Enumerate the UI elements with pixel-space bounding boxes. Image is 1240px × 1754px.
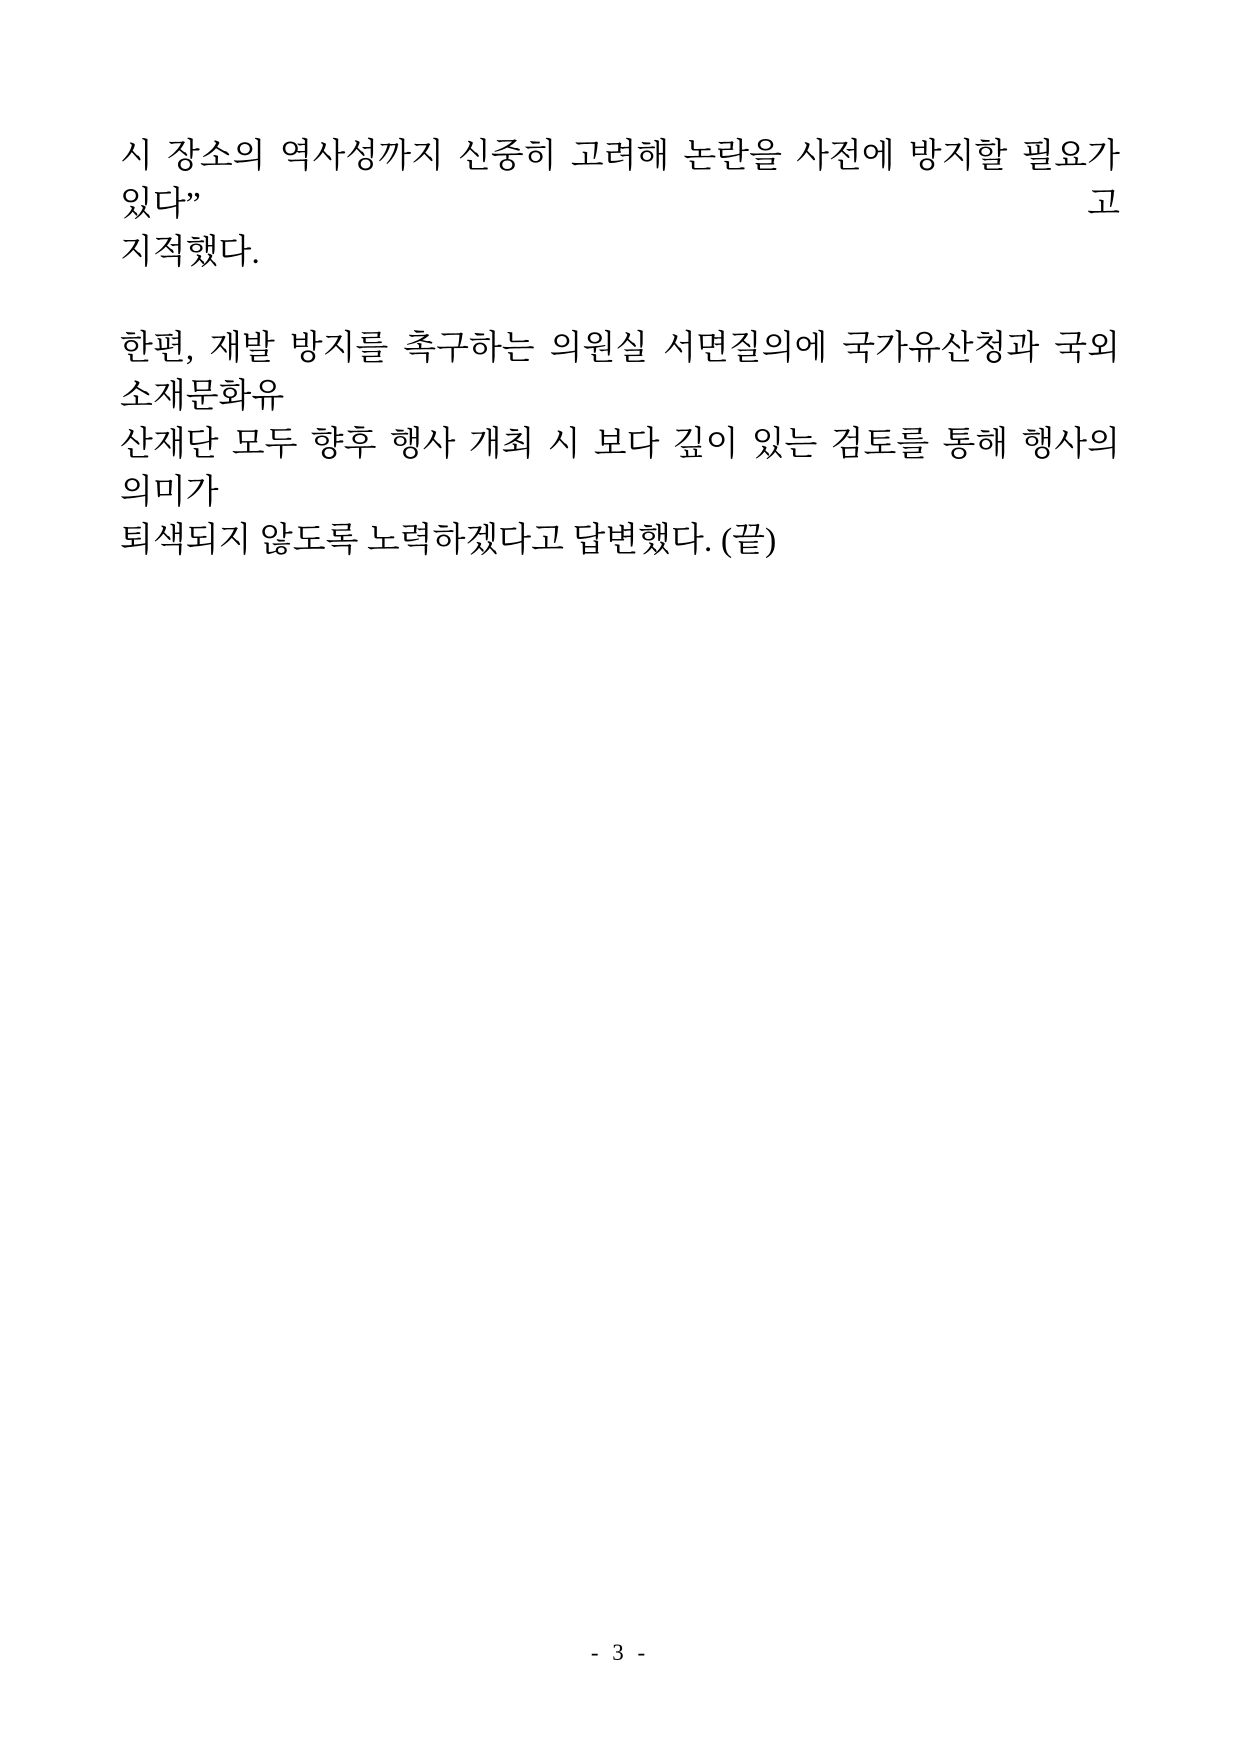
text-line: 시 장소의 역사성까지 신중히 고려해 논란을 사전에 방지할 필요가 있다” 고 [120,138,1120,223]
text-line: 산재단 모두 향후 행사 개최 시 보다 깊이 있는 검토를 통해 행사의 의미가 [120,426,1120,511]
text-line: 한편, 재발 방지를 촉구하는 의원실 서면질의에 국가유산청과 국외소재문화유 [120,330,1120,415]
text-line: 퇴색되지 않도록 노력하겠다고 답변했다. (끝) [120,522,777,559]
paragraph [120,325,1120,565]
page-number: - 3 - [590,1640,650,1665]
document-body [120,133,1120,613]
paragraph [120,133,1120,277]
text-line: 지적했다. [120,234,260,271]
